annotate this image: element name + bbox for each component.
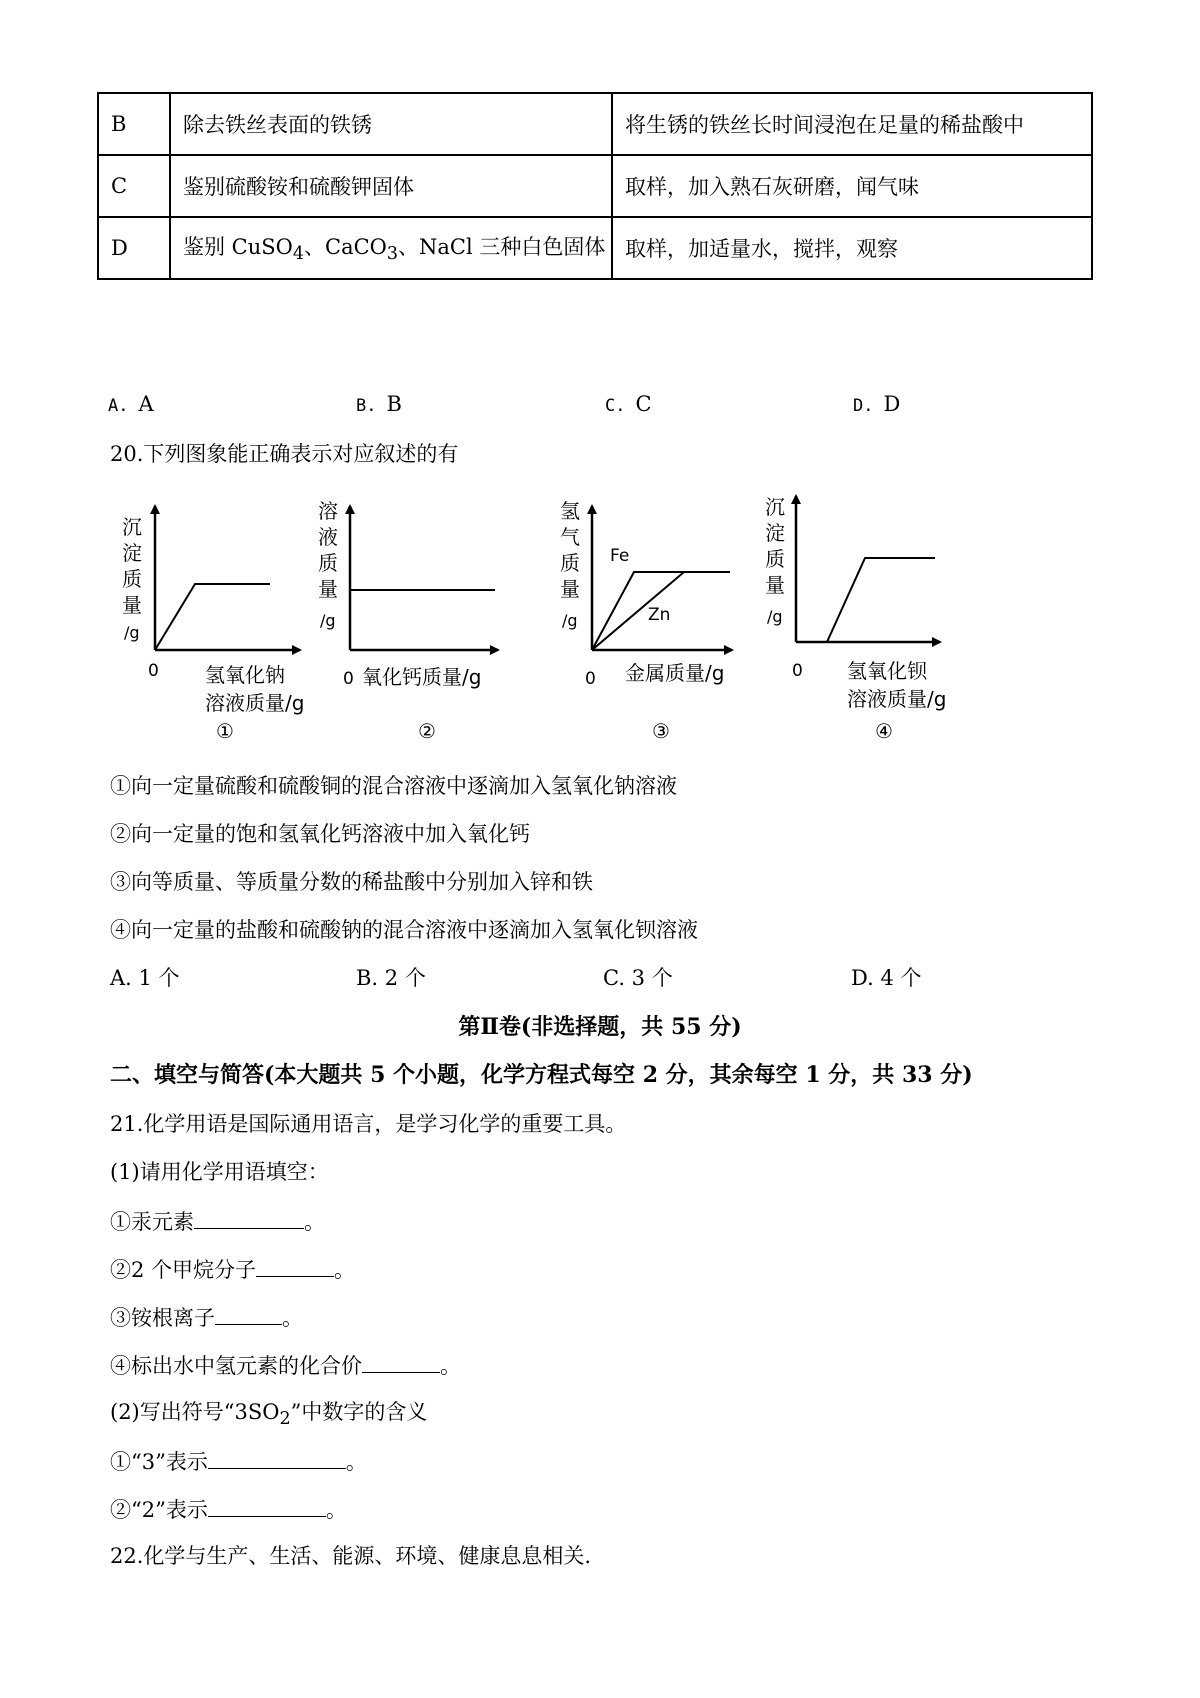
choice-value: D <box>883 392 901 416</box>
ylabel: 量 <box>122 593 142 617</box>
ylabel: 量 <box>318 577 338 601</box>
origin-label: 0 <box>148 661 159 681</box>
choice-value: A <box>138 392 154 416</box>
answer-blank[interactable] <box>256 1254 334 1277</box>
q22-stem: 22.化学与生产、生活、能源、环境、健康息息相关. <box>110 1544 592 1568</box>
choice-key: C. <box>605 396 626 416</box>
ylabel: 质 <box>560 551 580 575</box>
answer-blank[interactable] <box>208 1494 326 1517</box>
xlabel: 氧化钙质量/g <box>362 665 482 689</box>
xlabel: 氢氧化钠 <box>205 663 285 687</box>
subscript: 2 <box>279 1409 291 1430</box>
q21-item-1 <box>110 1206 325 1236</box>
q20-statement-4: ④向一定量的盐酸和硫酸钠的混合溶液中逐滴加入氢氧化钡溶液 <box>110 918 698 942</box>
graph-number: ② <box>418 719 436 743</box>
q20-choice-b[interactable]: B. 2 个 <box>356 966 426 990</box>
answer-blank[interactable] <box>194 1206 304 1229</box>
xlabel: 氢氧化钡 <box>847 659 927 683</box>
purpose-text: 鉴别 CuSO <box>183 235 293 260</box>
table-row <box>98 93 1092 155</box>
q20-choice-c[interactable]: C. 3 个 <box>603 966 673 990</box>
q20-choice-a[interactable]: A. 1 个 <box>110 966 180 990</box>
ylabel: 量 <box>560 577 580 601</box>
q21-item-2 <box>110 1254 355 1284</box>
ylabel: 量 <box>765 573 785 597</box>
ylabel: 沉 <box>765 495 785 519</box>
graph-3 <box>560 499 732 743</box>
item-suffix: 。 <box>440 1354 461 1378</box>
ylabel: 质 <box>765 547 785 571</box>
q21-meaning-1 <box>110 1446 367 1476</box>
subscript: 3 <box>386 244 399 265</box>
choice-b[interactable] <box>356 392 402 416</box>
ylabel: 质 <box>318 551 338 575</box>
xlabel: 金属质量/g <box>625 661 725 685</box>
ylabel: 溶 <box>318 499 338 523</box>
meaning-suffix: 。 <box>325 1498 347 1522</box>
ylabel: 液 <box>318 525 338 549</box>
q20-stem: 20.下列图象能正确表示对应叙述的有 <box>110 442 459 466</box>
ylabel: 氢 <box>560 499 580 523</box>
row-label: C <box>98 155 170 217</box>
meaning-text: ①“3”表示 <box>110 1450 208 1474</box>
origin-label: 0 <box>792 661 803 681</box>
row-label: B <box>98 93 170 155</box>
item-text: ①汞元素 <box>110 1210 194 1234</box>
item-suffix: 。 <box>282 1306 303 1330</box>
ylabel: 质 <box>122 567 142 591</box>
row-purpose: 鉴别硫酸铵和硫酸钾固体 <box>170 155 612 217</box>
choice-value: C <box>635 392 652 416</box>
item-text: ②2 个甲烷分子 <box>110 1258 257 1282</box>
item-suffix: 。 <box>334 1258 356 1282</box>
table-row <box>98 155 1092 217</box>
meaning-suffix: 。 <box>345 1450 367 1474</box>
ylabel: /g <box>124 623 140 642</box>
table-row <box>98 217 1092 279</box>
curve <box>155 584 270 650</box>
options-table <box>97 92 1093 280</box>
ylabel: /g <box>767 607 783 626</box>
curve <box>796 558 935 642</box>
q21-item-4 <box>110 1350 461 1380</box>
answer-blank[interactable] <box>215 1302 282 1325</box>
graph-4 <box>765 495 946 743</box>
graph-number: ① <box>216 719 234 743</box>
q21-stem: 21.化学用语是国际通用语言，是学习化学的重要工具。 <box>110 1112 627 1136</box>
q21-meaning-2 <box>110 1494 347 1524</box>
xlabel: 溶液质量/g <box>205 691 305 715</box>
answer-blank[interactable] <box>208 1446 346 1469</box>
choice-value: B <box>386 392 402 416</box>
ylabel: 淀 <box>765 521 785 545</box>
sub2-text: (2)写出符号“3SO <box>110 1400 280 1424</box>
series-label: Fe <box>610 546 630 566</box>
series-label: Zn <box>648 605 671 625</box>
choice-a[interactable] <box>108 392 154 416</box>
section-title: 第Ⅱ卷(非选择题，共 55 分) <box>458 1014 742 1040</box>
row-label: D <box>98 217 170 279</box>
row-purpose <box>170 217 612 279</box>
q21-item-3 <box>110 1302 303 1332</box>
choice-key: A. <box>108 396 129 416</box>
purpose-text: 、CaCO <box>304 235 387 260</box>
choice-c[interactable] <box>605 392 652 416</box>
row-method: 取样，加入熟石灰研磨，闻气味 <box>612 155 1092 217</box>
ylabel: 淀 <box>122 541 142 565</box>
origin-label: 0 <box>343 669 354 689</box>
q21-sub2 <box>110 1398 427 1433</box>
part-heading: 二、填空与简答(本大题共 5 个小题，化学方程式每空 2 分，其余每空 1 分，共 33 分) <box>110 1062 973 1088</box>
row-method: 取样，加适量水，搅拌，观察 <box>612 217 1092 279</box>
graph-number: ③ <box>652 719 670 743</box>
choice-key: D. <box>853 396 874 416</box>
choice-key: B. <box>356 396 377 416</box>
item-suffix: 。 <box>304 1210 325 1234</box>
q20-graphs <box>100 486 1000 746</box>
origin-label: 0 <box>585 669 596 689</box>
ylabel: 沉 <box>122 515 142 539</box>
choice-d[interactable] <box>853 392 900 416</box>
q20-statement-2: ②向一定量的饱和氢氧化钙溶液中加入氧化钙 <box>110 822 530 846</box>
row-method: 将生锈的铁丝长时间浸泡在足量的稀盐酸中 <box>612 93 1092 155</box>
purpose-text: 、NaCl 三种白色固体 <box>398 235 606 260</box>
meaning-text: ②“2”表示 <box>110 1498 208 1522</box>
item-text: ③铵根离子 <box>110 1306 215 1330</box>
sub2-text: ”中数字的含义 <box>290 1400 428 1424</box>
row-purpose: 除去铁丝表面的铁锈 <box>170 93 612 155</box>
graph-2 <box>318 499 498 743</box>
q20-statement-1: ①向一定量硫酸和硫酸铜的混合溶液中逐滴加入氢氧化钠溶液 <box>110 774 677 798</box>
subscript: 4 <box>292 244 305 265</box>
xlabel: 溶液质量/g <box>847 687 947 711</box>
graph-number: ④ <box>875 719 893 743</box>
graph-1 <box>122 506 304 743</box>
ylabel: /g <box>562 611 578 630</box>
item-text: ④标出水中氢元素的化合价 <box>110 1354 362 1378</box>
q21-sub1: (1)请用化学用语填空： <box>110 1160 329 1184</box>
answer-blank[interactable] <box>362 1350 440 1373</box>
ylabel: /g <box>320 611 336 630</box>
ylabel: 气 <box>560 525 580 549</box>
q20-choice-d[interactable]: D. 4 个 <box>851 966 922 990</box>
q20-statement-3: ③向等质量、等质量分数的稀盐酸中分别加入锌和铁 <box>110 870 593 894</box>
